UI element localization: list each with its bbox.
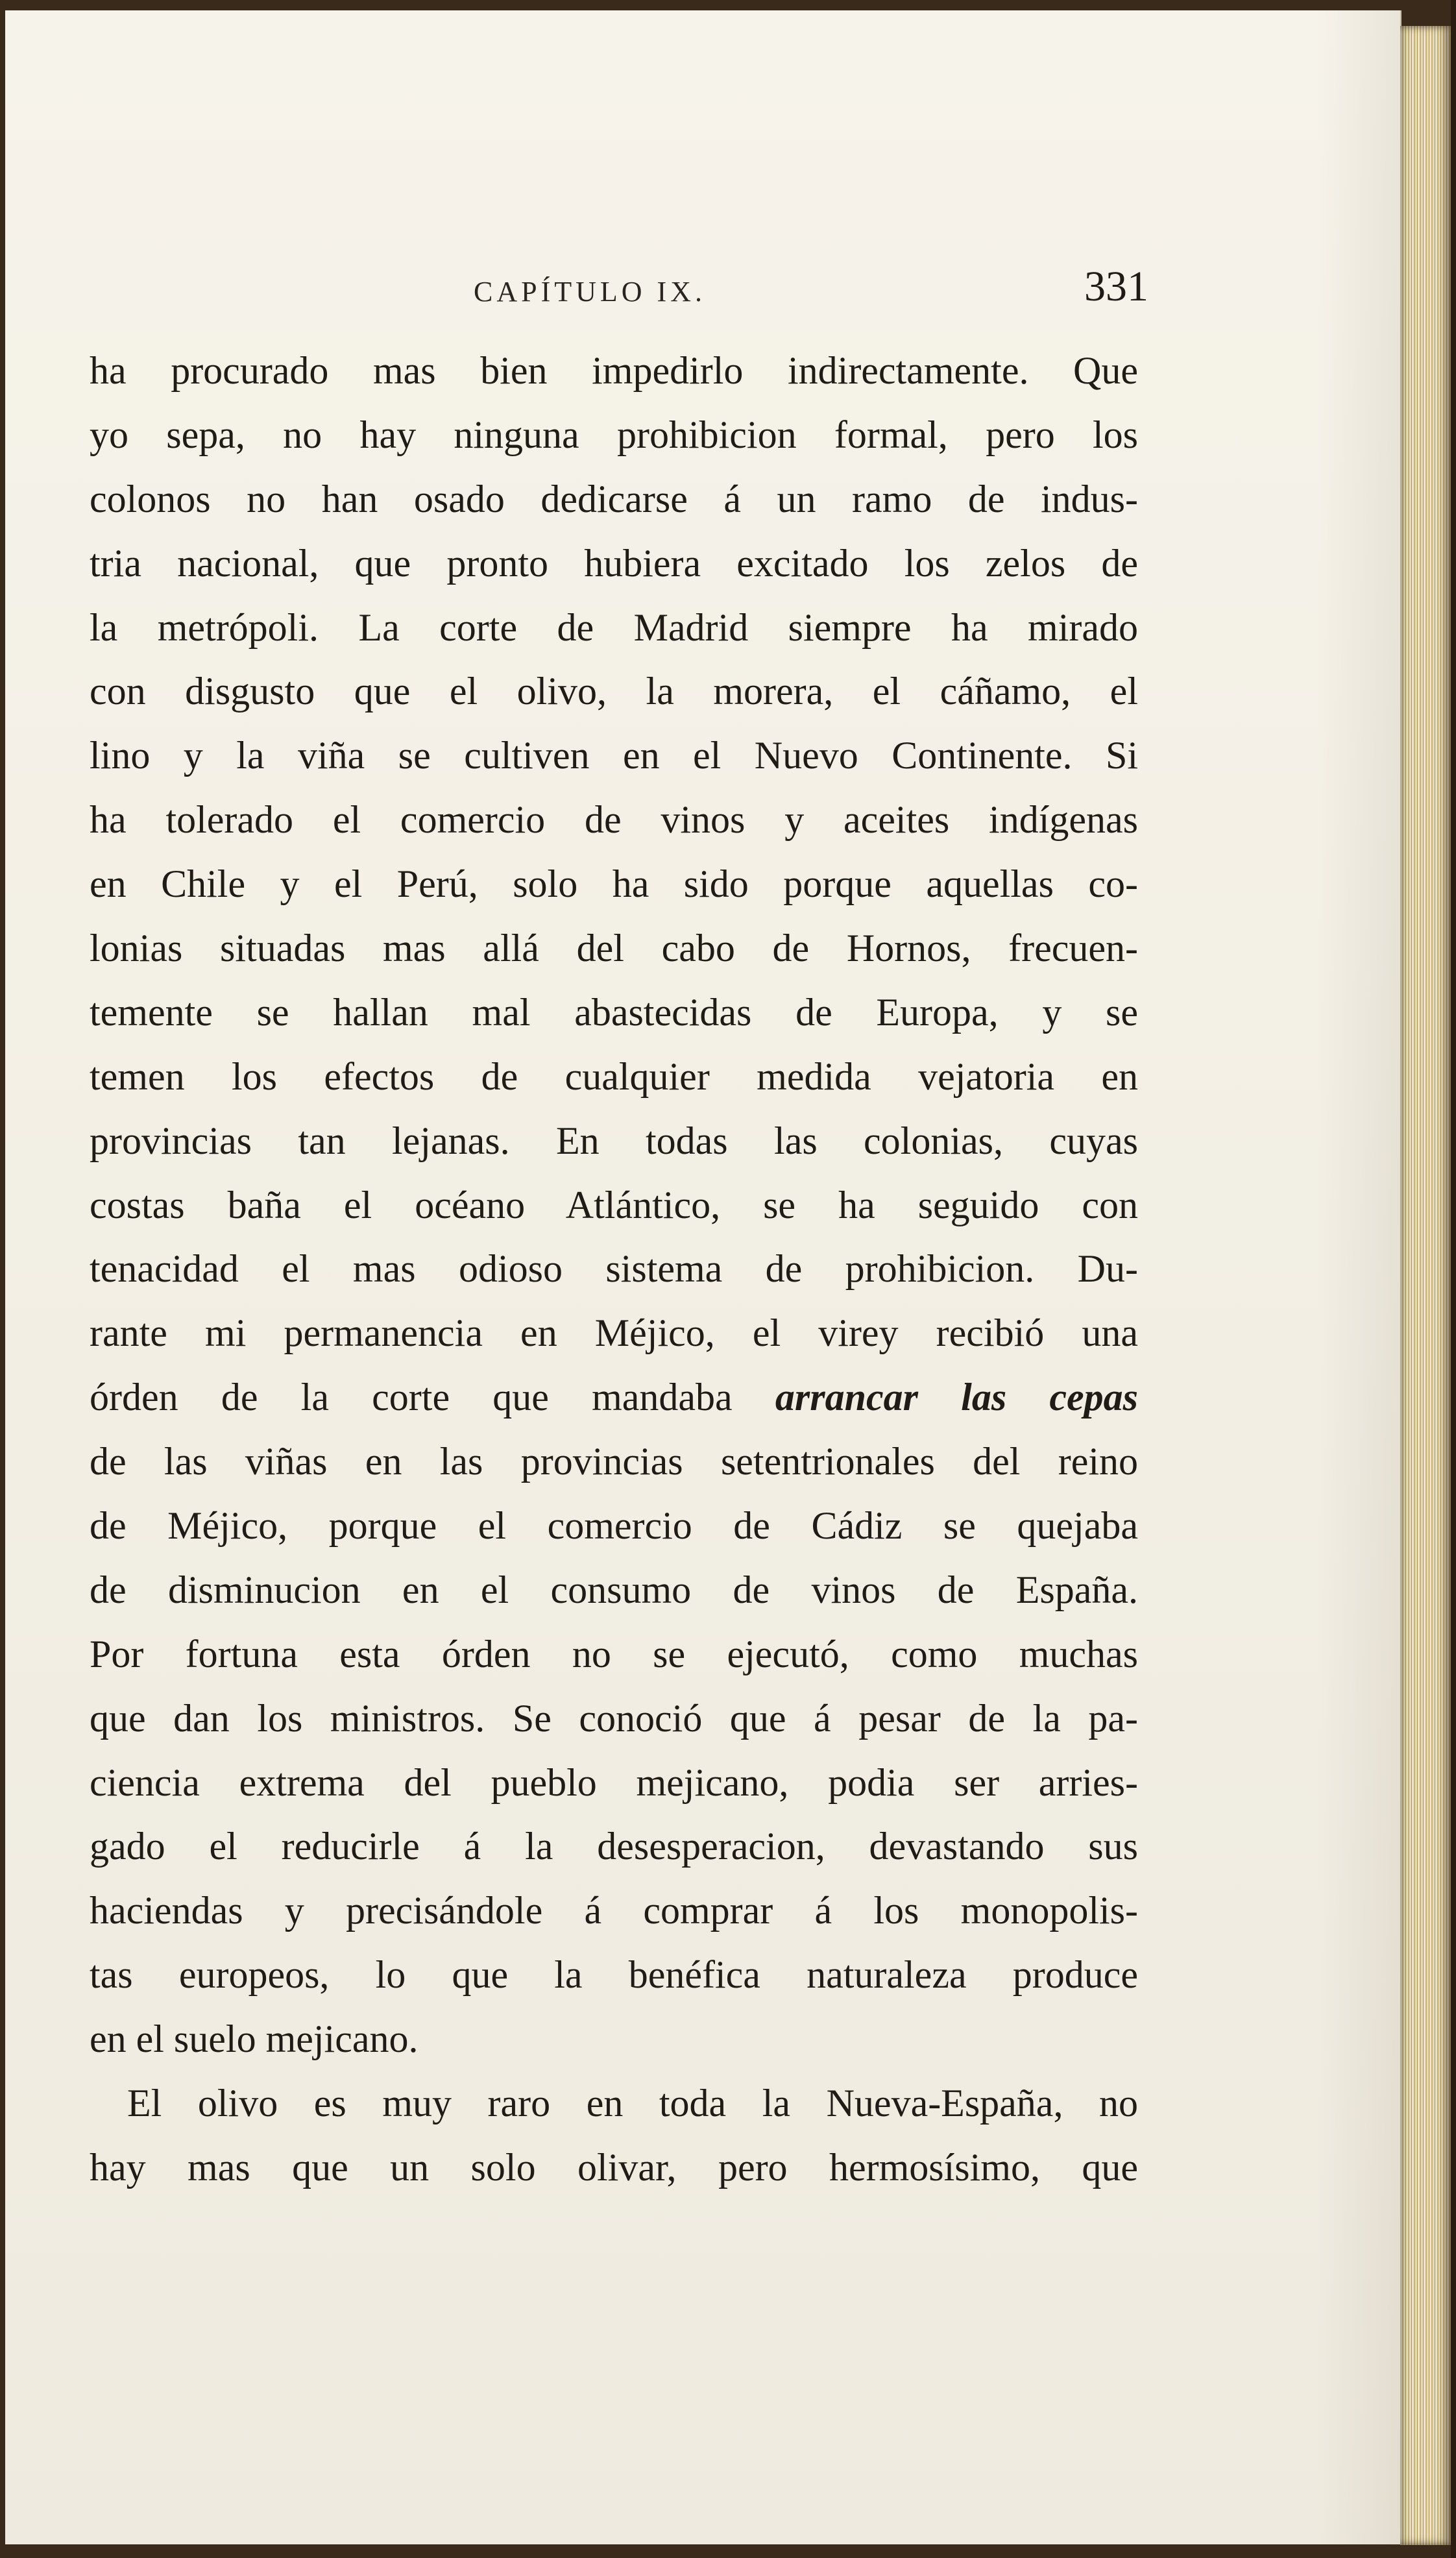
text-line: tenacidad el mas odioso sistema de prohibicion. Du-: [90, 1247, 1138, 1291]
text-line: yo sepa, no hay ninguna prohibicion formal, pero los: [90, 413, 1138, 456]
text-line: haciendas y precisándole á comprar á los monopolis-: [90, 1889, 1138, 1932]
text-line: temen los efectos de cualquier medida vejatoria en: [90, 1054, 1138, 1098]
text-line: de Méjico, porque el comercio de Cádiz se quejaba: [90, 1504, 1138, 1548]
running-head: [474, 262, 1148, 321]
text-line: rante mi permanencia en Méjico, el virey recibió una: [90, 1311, 1138, 1355]
text-line: la metrópoli. La corte de Madrid siempre ha mirado: [90, 605, 1138, 649]
text-line: provincias tan lejanas. En todas las colonias, cuyas: [90, 1119, 1138, 1162]
paragraph-first-line: El olivo es muy raro en toda la Nueva-España, no: [127, 2082, 1138, 2125]
gilt-page-edges: [1400, 26, 1451, 2545]
text-line: que dan los ministros. Se conoció que á pesar de la pa-: [90, 1696, 1138, 1740]
text-line: tria nacional, que pronto hubiera excitado los zelos de: [90, 541, 1138, 585]
text-line: de disminucion en el consumo de vinos de España.: [90, 1568, 1138, 1611]
text-line: ciencia extrema del pueblo mejicano, podia ser arries-: [90, 1760, 1138, 1804]
text-line-with-emphasis: [90, 1365, 1138, 1430]
binding-shadow: [1451, 0, 1456, 2558]
page-number: 331: [1084, 263, 1148, 310]
book-page: [5, 10, 1401, 2544]
text-line: temente se hallan mal abastecidas de Europa, y se: [90, 990, 1138, 1034]
text-line: ha tolerado el comercio de vinos y aceites indígenas: [90, 798, 1138, 842]
text-line: en Chile y el Perú, solo ha sido porque aquellas co-: [90, 862, 1138, 906]
italic-emphasis: arrancar las cepas: [775, 1376, 1138, 1419]
text-line: tas europeos, lo que la benéfica naturaleza produce: [90, 1953, 1138, 1997]
text-line: en el suelo mejicano.: [90, 2017, 419, 2061]
text-line: con disgusto que el olivo, la morera, el cáñamo, el: [90, 670, 1138, 713]
body-text: [90, 339, 1138, 2200]
text-segment: órden de la corte que mandaba: [90, 1376, 775, 1419]
text-line: de las viñas en las provincias setentrionales del reino: [90, 1440, 1138, 1483]
text-line: costas baña el océano Atlántico, se ha seguido con: [90, 1183, 1138, 1226]
text-line: lino y la viña se cultiven en el Nuevo Continente. Si: [90, 734, 1138, 777]
text-line: ha procurado mas bien impedirlo indirectamente. Que: [90, 349, 1138, 392]
text-line: hay mas que un solo olivar, pero hermosísimo, que: [90, 2145, 1138, 2189]
scan-top-border: [0, 0, 1456, 10]
text-line: gado el reducirle á la desesperacion, devastando sus: [90, 1825, 1138, 1868]
chapter-title: CAPÍTULO IX.: [474, 276, 706, 308]
text-line: colonos no han osado dedicarse á un ramo de indus-: [90, 477, 1138, 520]
text-line: lonias situadas mas allá del cabo de Hornos, frecuen-: [90, 927, 1138, 970]
text-line: Por fortuna esta órden no se ejecutó, como muchas: [90, 1632, 1138, 1675]
